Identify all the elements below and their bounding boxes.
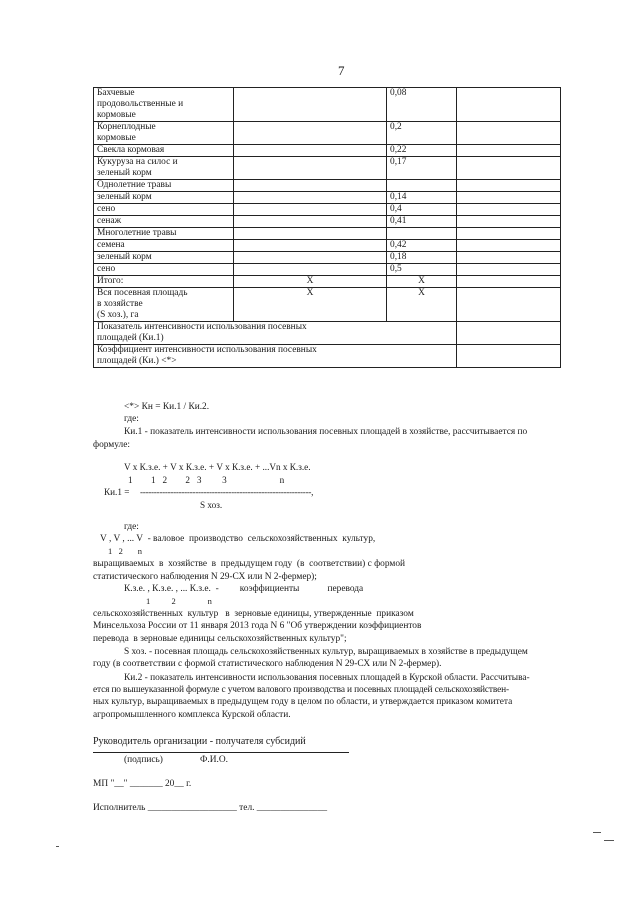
table-cell [234,216,387,228]
v-definition: V , V , ... V - валовое производство сельскохозяйственных культур, [100,534,376,544]
table-cell: X [234,288,387,322]
table-row-wide [94,322,561,345]
table-cell [234,228,387,240]
table-cell: 0,22 [387,145,457,157]
table-row [94,180,561,192]
table-cell: 0,08 [387,88,457,122]
signature-fio: Ф.И.О. [200,755,228,765]
table-cell [234,145,387,157]
table-cell [457,228,561,240]
table-cell [457,264,561,276]
table-cell [457,288,561,322]
crop-name-cell: Кукуруза на силос и зеленый корм [94,157,234,180]
k-text-line2: Минсельхоза России от 11 января 2013 года N 6 "Об утверждении коэффициентов [93,621,422,631]
crop-name-cell: Итого: [94,276,234,288]
table-row [94,192,561,204]
v-text-line2: статистического наблюдения N 29-СХ или N 2-фермер); [93,572,317,582]
ki2-definition-line4: агропромышленного комплекса Курской области. [93,710,291,720]
table-cell: 0,17 [387,157,457,180]
table-cell [457,216,561,228]
table-cell: 0,5 [387,264,457,276]
crop-name-cell: Свекла кормовая [94,145,234,157]
table-cell [457,276,561,288]
table-cell [457,157,561,180]
crop-name-cell: Вся посевная площадь в хозяйстве (S хоз.), га [94,288,234,322]
table-cell: 0,4 [387,204,457,216]
indicator-label-cell: Коэффициент интенсивности использования посевных площадей (Ки.) <*> [94,345,457,368]
k-subscripts: 1 2 n [146,596,212,606]
signature-head: Руководитель организации - получателя субсидий [93,736,306,747]
table-cell: 0,18 [387,252,457,264]
crop-name-cell: сенаж [94,216,234,228]
formula-denominator: S хоз. [200,500,223,510]
ki1-definition-line1: Ки.1 - показатель интенсивности использования посевных площадей в хозяйстве, рассчитывается по [124,427,528,437]
ki2-definition-line1: Ки.2 - показатель интенсивности использования посевных площадей в Курской области. Рассчитыва- [124,673,530,683]
crop-table [93,87,561,368]
crop-name-cell: Корнеплодные кормовые [94,122,234,145]
table-row [94,216,561,228]
table-cell [457,204,561,216]
table-cell [457,122,561,145]
table-cell: 0,41 [387,216,457,228]
table-row [94,264,561,276]
indicator-value-cell [457,322,561,345]
table-cell [234,180,387,192]
table-cell [387,228,457,240]
page-number: 7 [338,63,345,78]
table-cell [234,204,387,216]
formula-fraction-bar: --------------------------------------------------------------, [140,487,314,497]
table-cell: X [387,288,457,322]
ki2-definition-line3: ных культур, выращиваемых в предыдущем году в целом по области, и утверждается приказом комитета [93,697,513,707]
crop-name-cell: зеленый корм [94,192,234,204]
v-subscripts: 1 2 n [108,546,142,556]
formula-numerator: V x К.з.е. + V x К.з.е. + V x К.з.е. + ...Vn x К.з.е. [124,462,311,472]
ki1-definition-line2: формуле: [93,440,130,450]
scan-mark [593,832,601,833]
table-row [94,240,561,252]
table-row [94,228,561,240]
signature-podpis: (подпись) [124,755,163,765]
table-cell [457,180,561,192]
indicator-label-cell: Показатель интенсивности использования посевных площадей (Ки.1) [94,322,457,345]
table-cell [457,240,561,252]
table-cell [387,180,457,192]
formula-subscripts: 1 1 2 2 3 3 n [128,475,285,485]
table-cell: X [387,276,457,288]
table-row-wide [94,345,561,368]
table-cell [457,145,561,157]
where-label-2: где: [124,522,139,532]
k-text-line3: перевода в зерновые единицы сельскохозяйственных культур"; [93,634,347,644]
table-cell [234,240,387,252]
table-cell: 0,42 [387,240,457,252]
crop-name-cell: Многолетние травы [94,228,234,240]
table-cell: X [234,276,387,288]
table-row [94,276,561,288]
indicator-value-cell [457,345,561,368]
table-cell [234,157,387,180]
executor-line: Исполнитель ___________________ тел. _______________ [93,803,328,813]
table-cell: 0,14 [387,192,457,204]
crop-name-cell: Однолетние травы [94,180,234,192]
table-row [94,288,561,322]
table-cell [457,252,561,264]
scan-mark [604,840,614,841]
s-definition-line1: S хоз. - посевная площадь сельскохозяйственных культур, выращиваемых в хозяйстве в предыдущем [124,647,528,657]
table-cell [234,88,387,122]
table-cell [457,88,561,122]
crop-name-cell: сено [94,204,234,216]
table-row [94,252,561,264]
s-definition-line2: году (в соответствии с формой статистического наблюдения N 29-СХ или N 2-фермер). [93,659,442,669]
table-cell [234,122,387,145]
crop-name-cell: зеленый корм [94,252,234,264]
table-cell: 0,2 [387,122,457,145]
table-row [94,88,561,122]
table-cell [234,192,387,204]
v-text-line1: выращиваемых в хозяйстве в предыдущем году (в соответствии) с формой [93,559,406,569]
table-row [94,157,561,180]
table-row [94,145,561,157]
scan-mark [56,846,59,847]
table-row [94,122,561,145]
where-label-1: где: [124,414,139,424]
signature-line [93,752,349,753]
ki2-definition-line2: ется по вышеуказанной формуле с учетом валового производства и посевных площадей сельскохозяйствен- [93,685,509,695]
formula-lhs: Ки.1 = [104,487,130,497]
k-text-line1: сельскохозяйственных культур в зерновые единицы, утвержденные приказом [93,609,414,619]
crop-name-cell: семена [94,240,234,252]
table-cell [234,252,387,264]
crop-name-cell: Бахчевые продовольственные и кормовые [94,88,234,122]
stamp-date: МП "__" _______ 20__ г. [93,779,192,789]
table-cell [457,192,561,204]
k-definition: К.з.е. , К.з.е. , ... К.з.е. - коэффициенты перевода [124,584,364,594]
crop-name-cell: сено [94,264,234,276]
footnote: <*> Кн = Ки.1 / Ки.2. [124,402,210,412]
table-cell [234,264,387,276]
table-row [94,204,561,216]
